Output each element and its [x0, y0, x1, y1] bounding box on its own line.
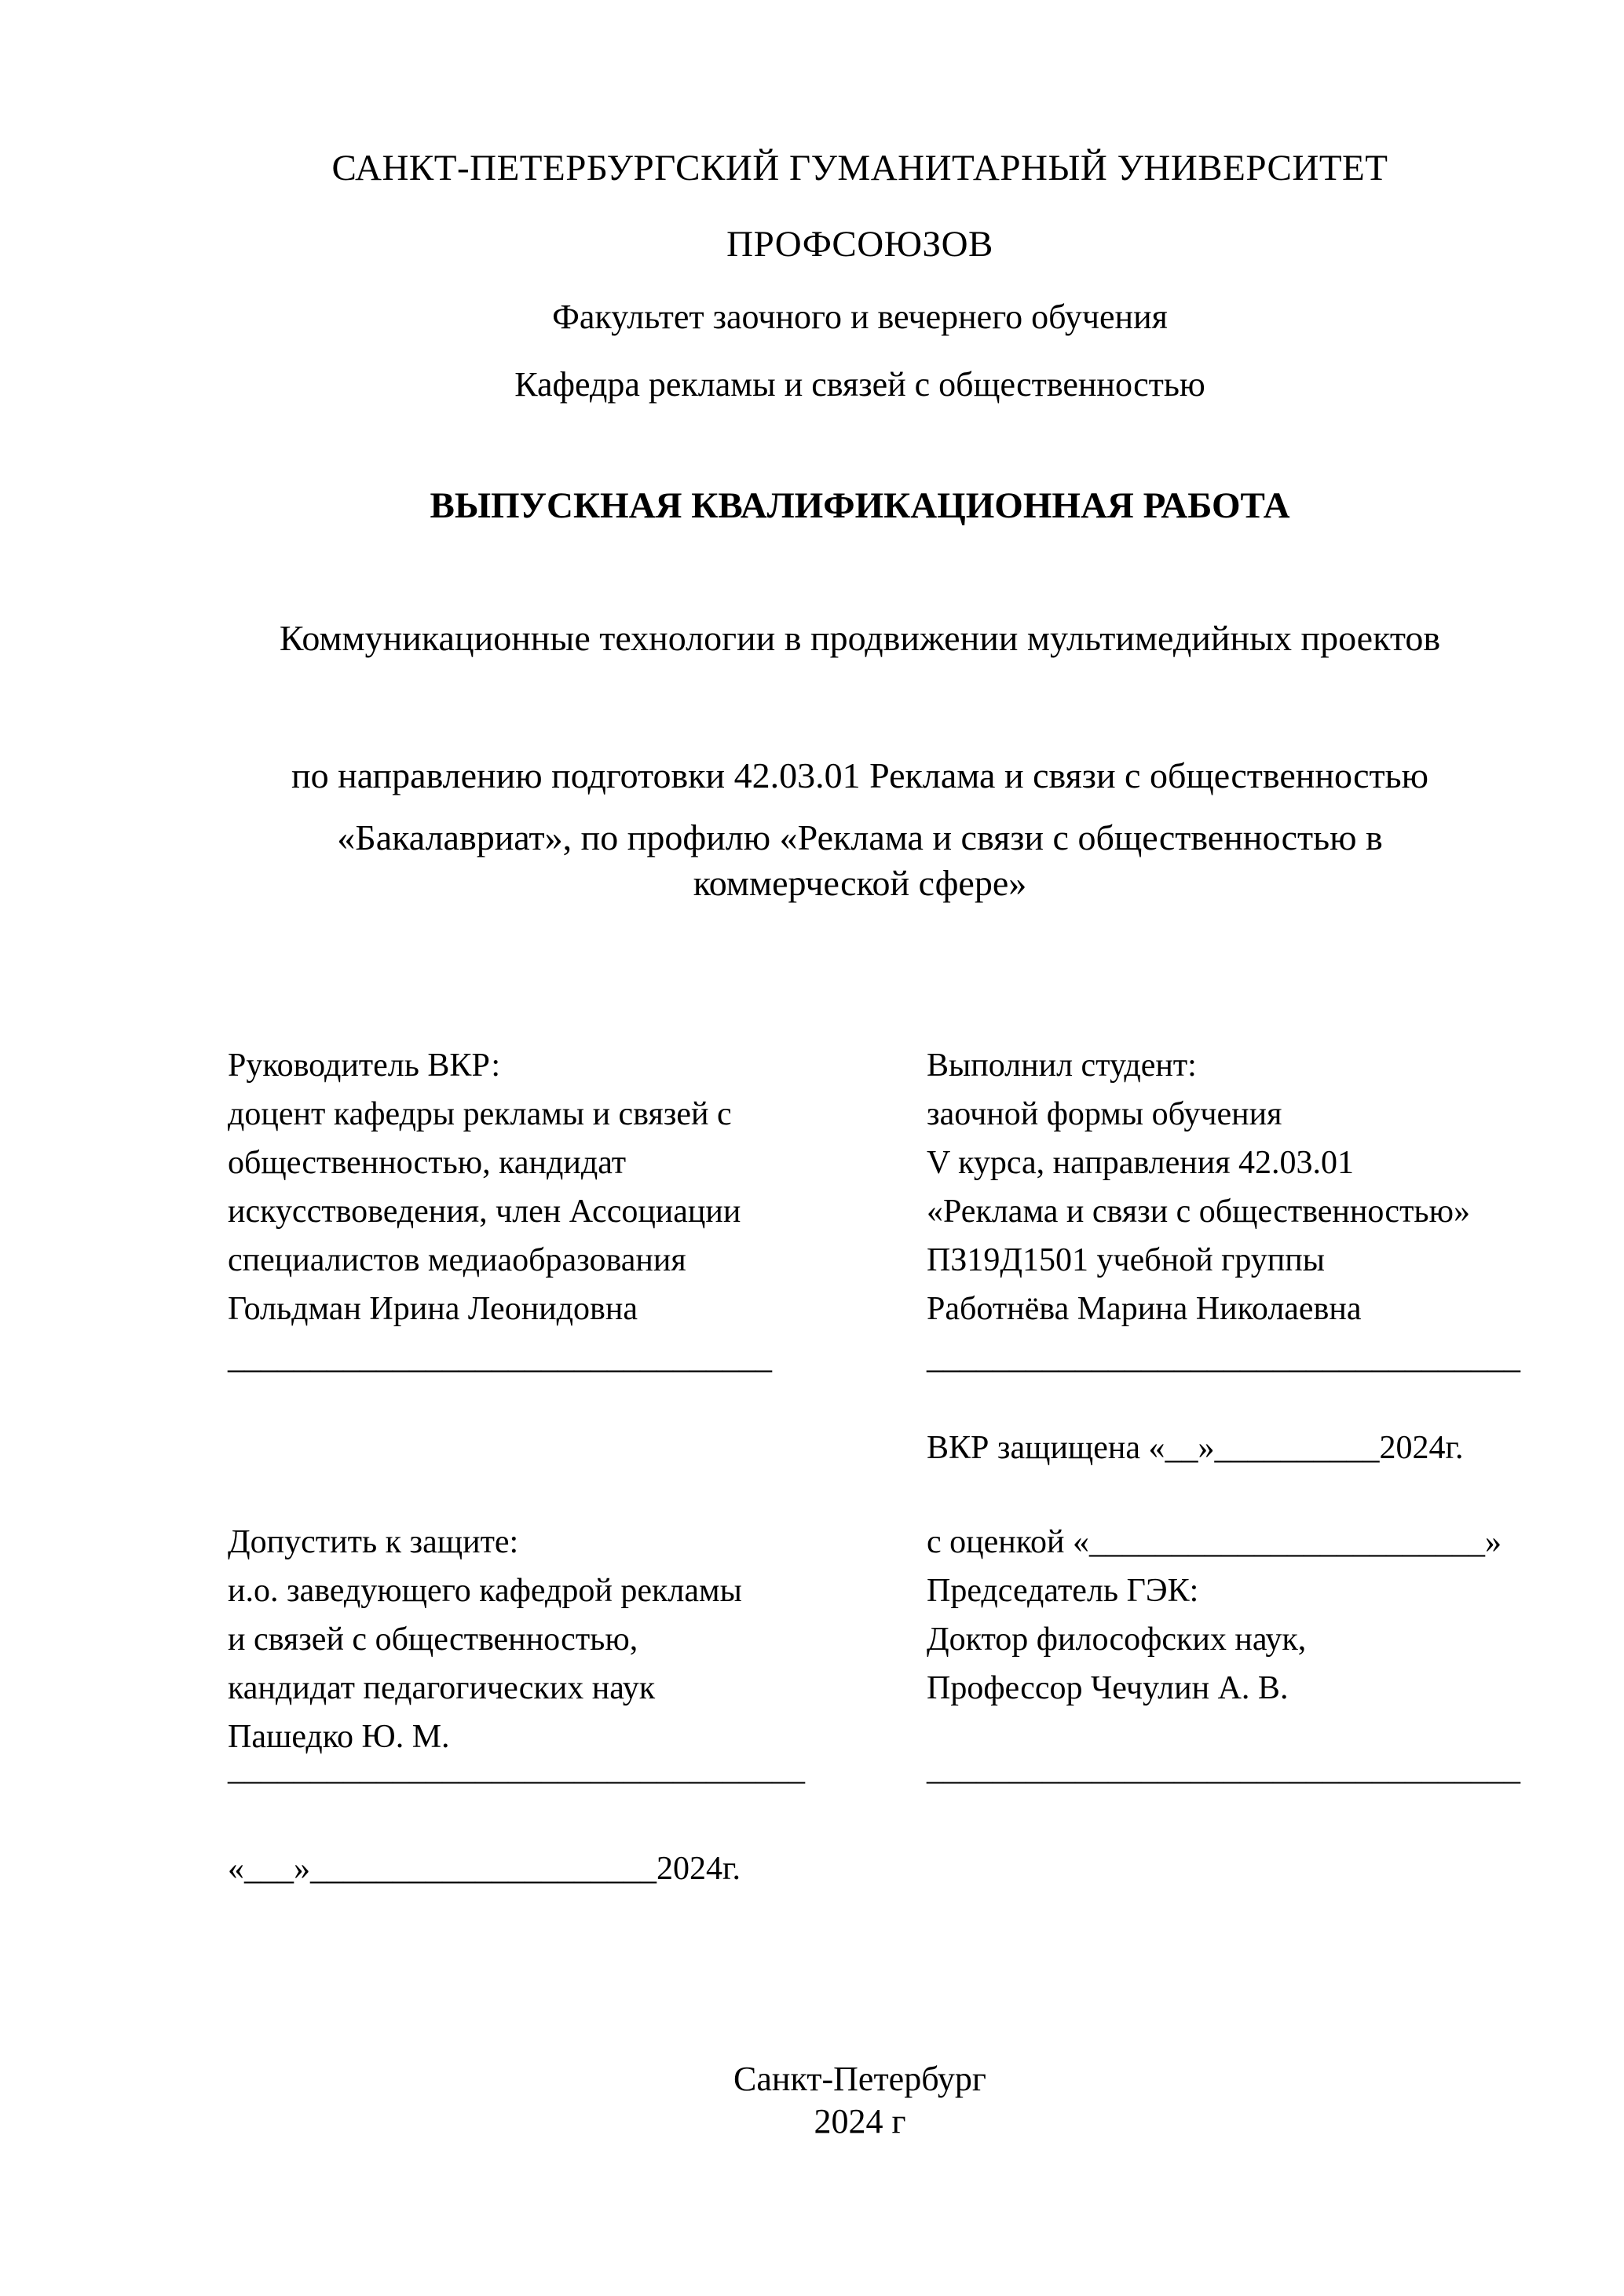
- defense-date-line: ВКР защищена «__»__________2024г.: [927, 1430, 1464, 1466]
- supervisor-position-line: специалистов медиаобразования: [228, 1242, 686, 1278]
- footer-year: 2024 г: [814, 2102, 906, 2141]
- footer-city: Санкт-Петербург: [733, 2060, 986, 2098]
- admission-position-line: и.о. заведующего кафедрой рекламы: [228, 1573, 742, 1609]
- thesis-topic: Коммуникационные технологии в продвижении мультимедийных проектов: [279, 618, 1441, 658]
- student-info-line: V курса, направления 42.03.01: [927, 1145, 1355, 1181]
- profile-line-2: коммерческой сфере»: [693, 863, 1027, 903]
- committee-chair-degree: Доктор философских наук,: [927, 1621, 1307, 1658]
- grade-line: с оценкой «________________________»: [927, 1524, 1501, 1560]
- footer-block: [188, 2058, 1531, 2143]
- committee-chair-heading: Председатель ГЭК:: [927, 1573, 1199, 1609]
- admission-signature-line: ___________________________________: [228, 1751, 805, 1787]
- committee-block: [927, 1518, 1547, 1713]
- work-type-title: ВЫПУСКНАЯ КВАЛИФИКАЦИОННАЯ РАБОТА: [430, 485, 1290, 526]
- admission-officer-name: Пашедко Ю. М.: [228, 1719, 450, 1755]
- admission-heading: Допустить к защите:: [228, 1524, 519, 1560]
- student-info-line: «Реклама и связи с общественностью»: [927, 1194, 1470, 1230]
- committee-signature-line: ____________________________________: [927, 1751, 1520, 1787]
- student-group-line: ПЗ19Д1501 учебной группы: [927, 1242, 1325, 1278]
- supervisor-position-line: доцент кафедры рекламы и связей с: [228, 1096, 732, 1132]
- supervisor-name: Гольдман Ирина Леонидовна: [228, 1291, 638, 1327]
- supervisor-position-line: общественностью, кандидат: [228, 1145, 627, 1181]
- profile-line-1: «Бакалавриат», по профилю «Реклама и связи с общественностью в: [337, 817, 1383, 857]
- university-name-line1: САНКТ-ПЕТЕРБУРГСКИЙ ГУМАНИТАРНЫЙ УНИВЕРСИТЕТ: [331, 148, 1388, 188]
- faculty-line: Факультет заочного и вечернего обучения: [552, 298, 1168, 336]
- supervisor-heading: Руководитель ВКР:: [228, 1047, 501, 1084]
- committee-chair-name: Профессор Чечулин А. В.: [927, 1670, 1289, 1706]
- student-signature-line: ____________________________________: [927, 1340, 1520, 1376]
- student-info-line: заочной формы обучения: [927, 1096, 1282, 1132]
- university-name-line2: ПРОФСОЮЗОВ: [726, 224, 993, 265]
- admission-position-line: кандидат педагогических наук: [228, 1670, 656, 1706]
- supervisor-position-line: искусствоведения, член Ассоциации: [228, 1194, 741, 1230]
- admission-block: [228, 1518, 903, 1761]
- admission-position-line: и связей с общественностью,: [228, 1621, 638, 1658]
- supervisor-block: [228, 1041, 903, 1382]
- student-name: Работнёва Марина Николаевна: [927, 1291, 1362, 1327]
- department-line: Кафедра рекламы и связей с общественностью: [514, 365, 1205, 404]
- student-heading: Выполнил студент:: [927, 1047, 1197, 1084]
- student-block: [927, 1041, 1547, 1382]
- admission-date-line: «___»_____________________2024г.: [228, 1851, 741, 1887]
- direction-line: по направлению подготовки 42.03.01 Реклама и связи с общественностью: [291, 755, 1428, 795]
- supervisor-signature-line: _________________________________: [228, 1340, 772, 1376]
